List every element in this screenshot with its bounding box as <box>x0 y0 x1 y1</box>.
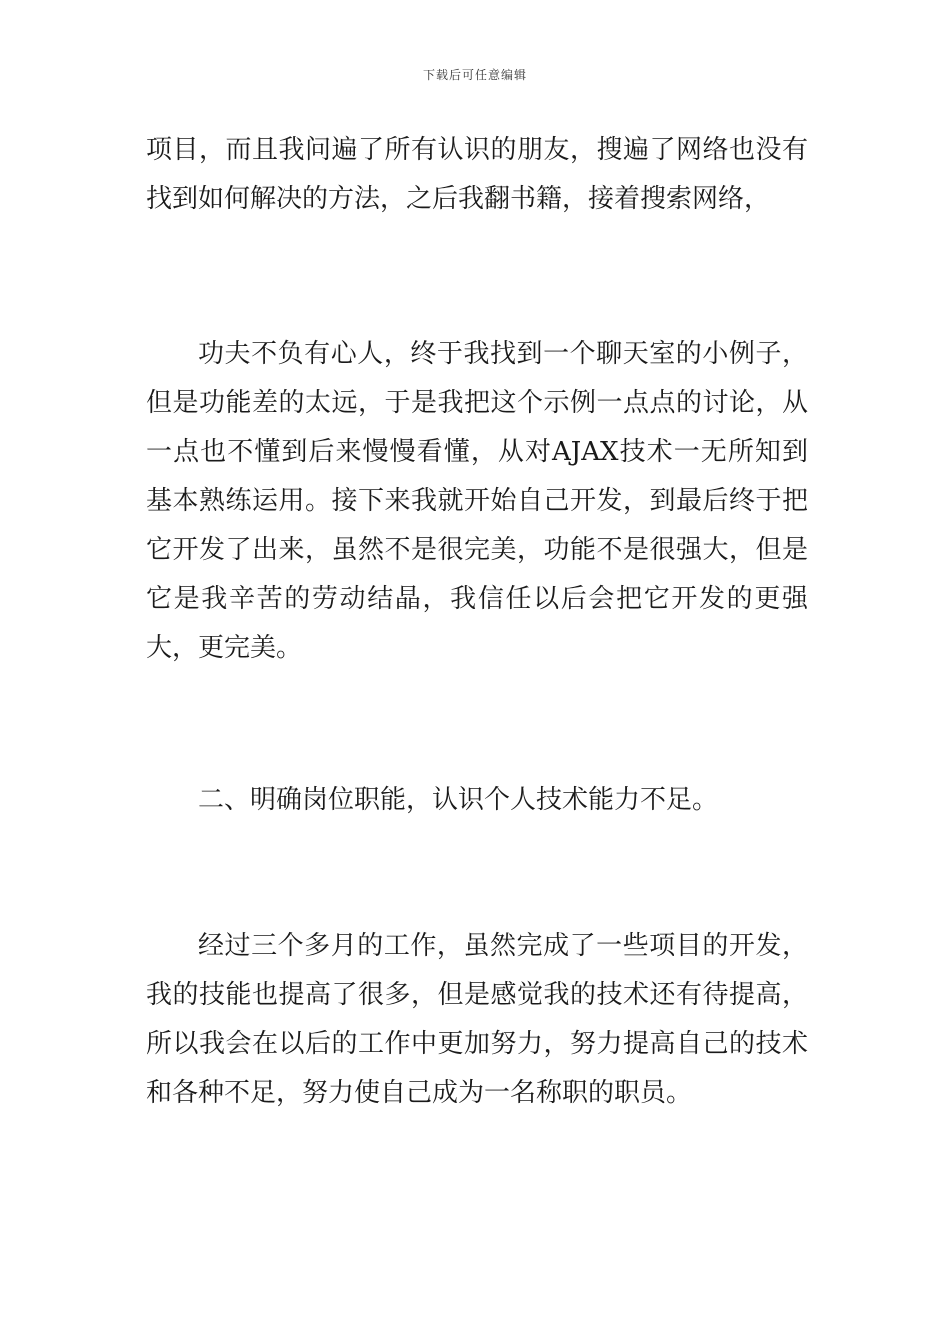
paragraph-conclusion: 经过三个多月的工作，虽然完成了一些项目的开发，我的技能也提高了很多，但是感觉我的技术还有待提高，所以我会在以后的工作中更加努力，努力提高自己的技术和各种不足，努力使自己成为一名称职的职员。 <box>146 931 808 1108</box>
paragraph-chat-example: 功夫不负有心人，终于我找到一个聊天室的小例子，但是功能差的太远，于是我把这个示例一点点的讨论，从一点也不懂到后来慢慢看懂，从对AJAX技术一无所知到基本熟练运用。接下来我就开始自己开发，到最后终于把它开发了出来，虽然不是很完美，功能不是很强大，但是它是我辛苦的劳动结晶，我信任以后会把它开发的更强大，更完美。 <box>146 339 808 663</box>
paragraph-continuation: 项目，而且我问遍了所有认识的朋友，搜遍了网络也没有找到如何解决的方法，之后我翻书籍，接着搜索网络， <box>146 135 808 214</box>
header-note: 下载后可任意编辑 <box>422 68 527 82</box>
section-heading-two: 二、明确岗位职能，认识个人技术能力不足。 <box>198 785 719 815</box>
